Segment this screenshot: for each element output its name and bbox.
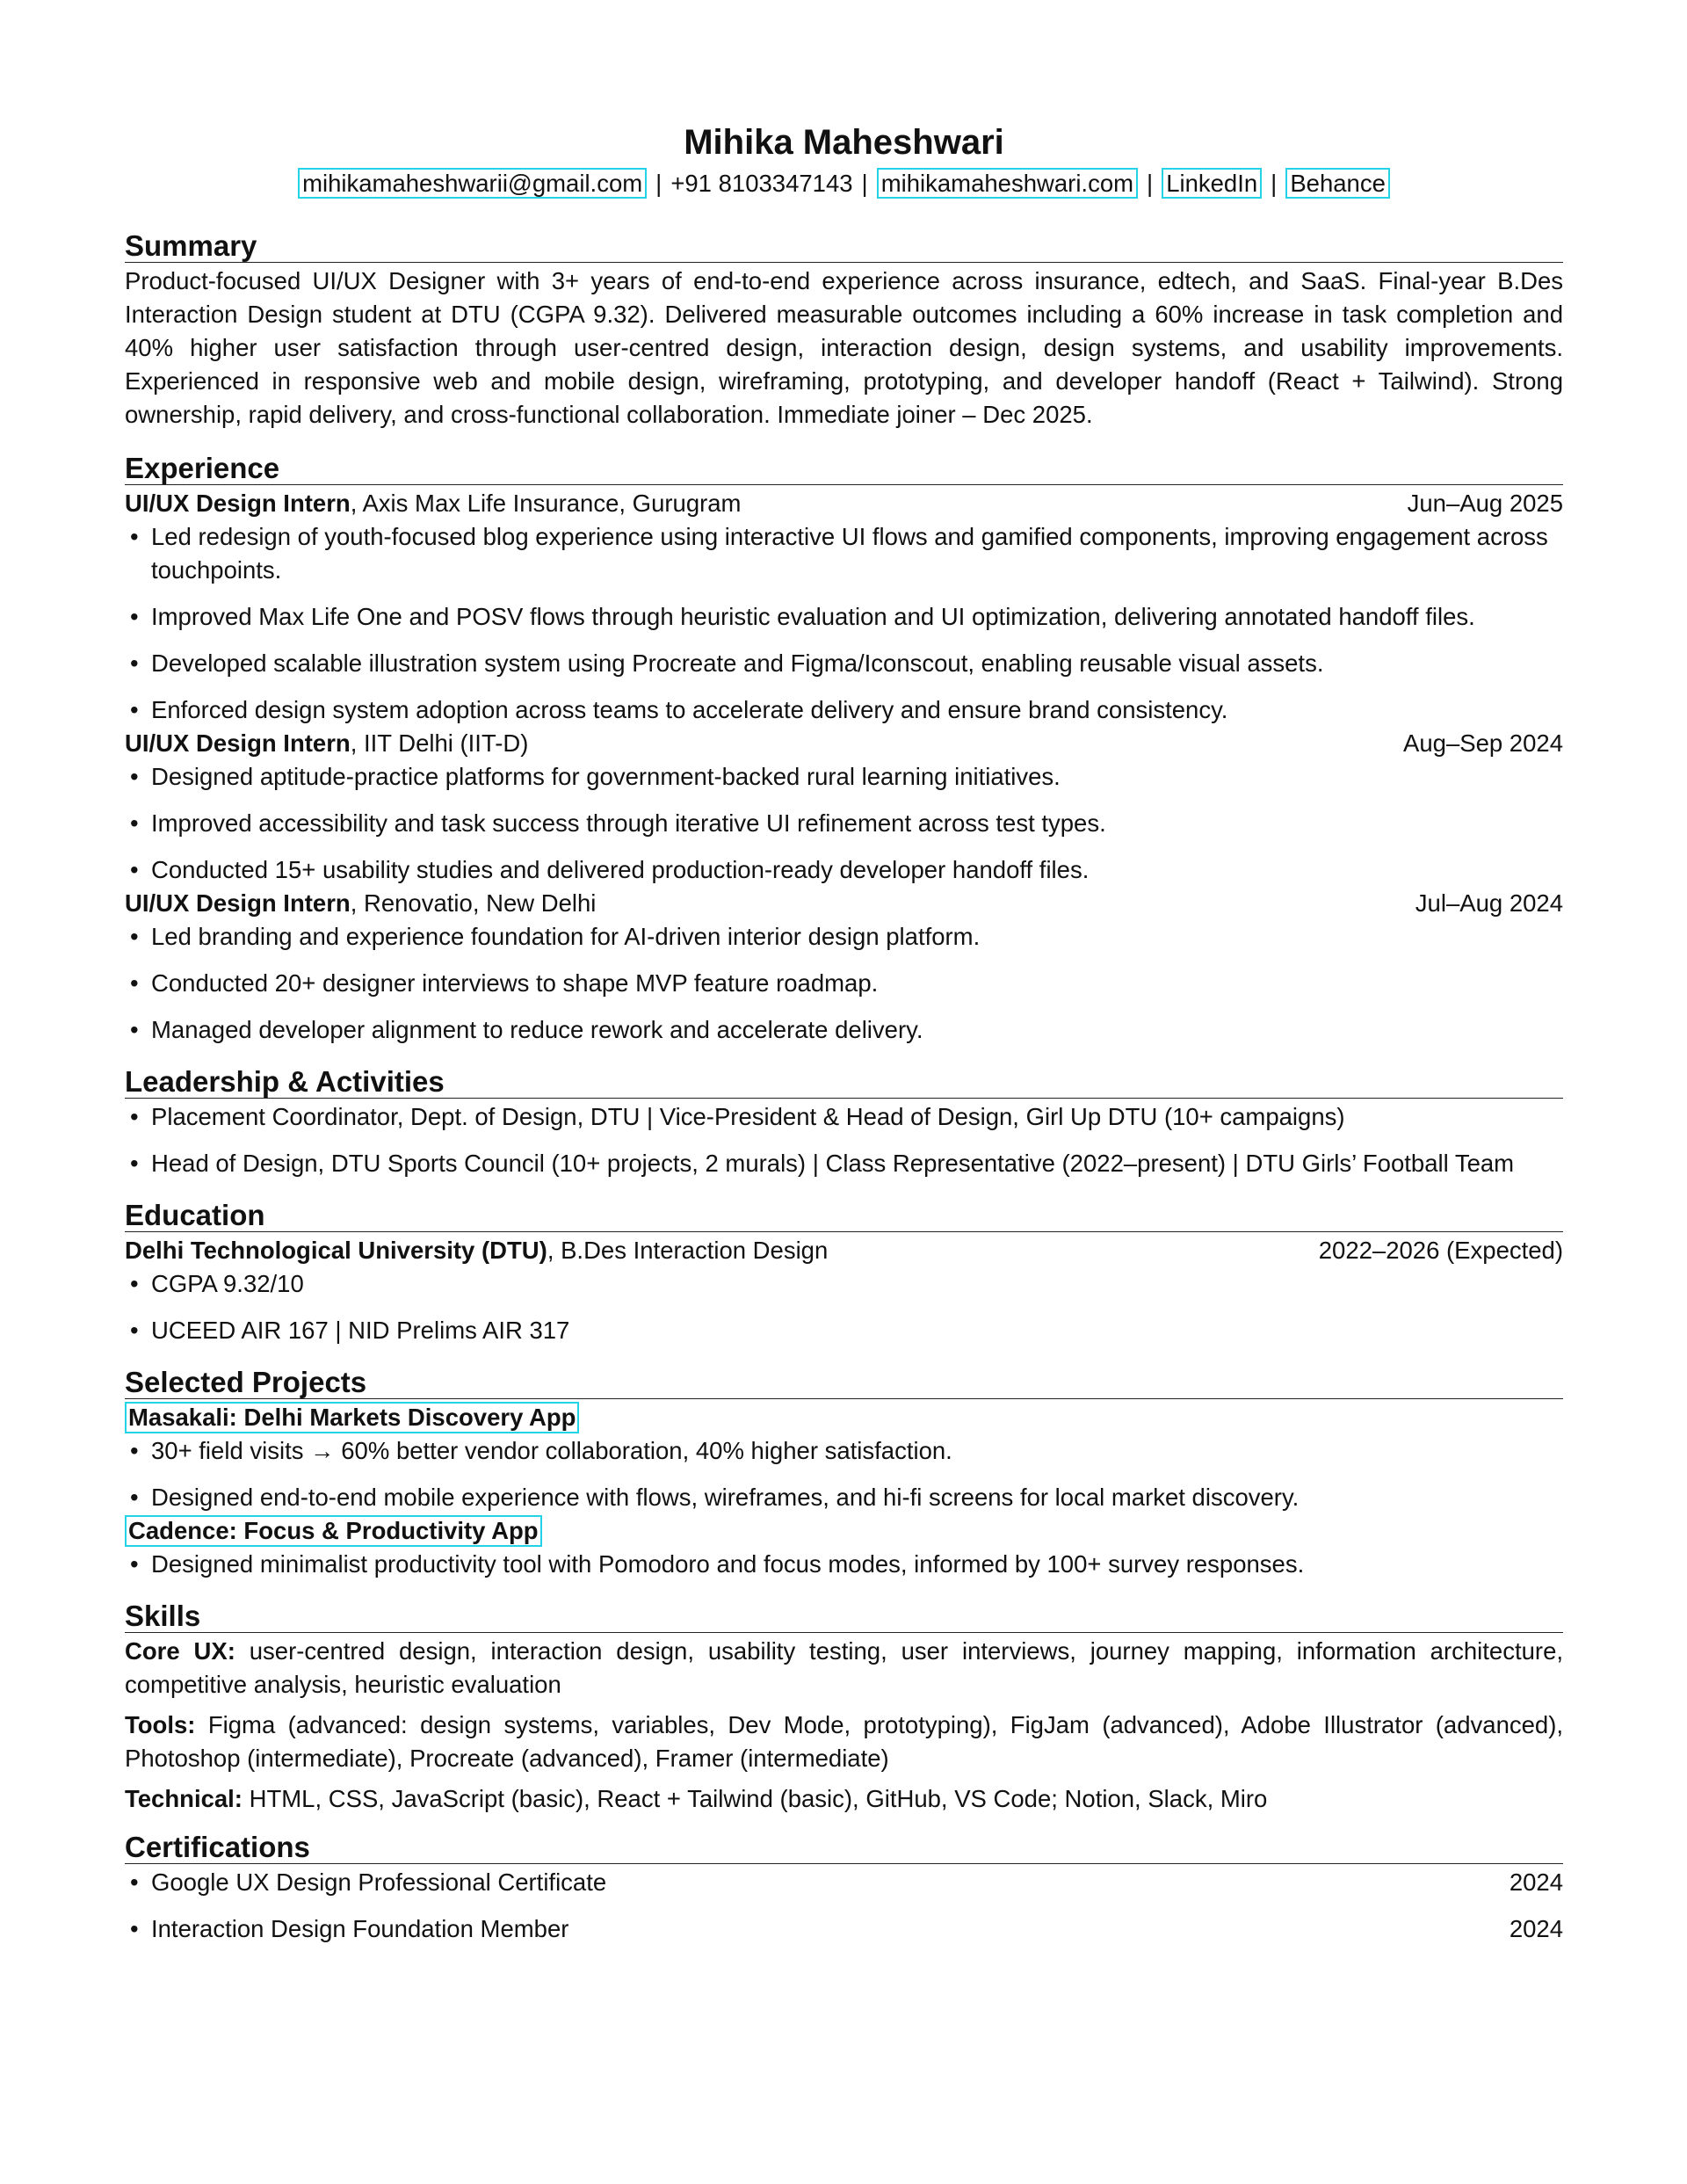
- bullet-glyph: •: [130, 1550, 139, 1578]
- list-item: [125, 1481, 1563, 1514]
- bullet-glyph: •: [130, 1016, 139, 1043]
- email-link[interactable]: mihikamaheshwarii@gmail.com: [298, 168, 647, 199]
- projects-section: [125, 1367, 1563, 1581]
- project-entry: [125, 1514, 1563, 1581]
- list-item: [125, 1147, 1563, 1180]
- job-role: UI/UX Design Intern: [125, 889, 351, 917]
- bullet-glyph: •: [130, 923, 139, 950]
- leadership-section: [125, 1066, 1563, 1180]
- job-bullets: [125, 920, 1563, 1047]
- bullet-glyph: •: [130, 603, 139, 630]
- projects-heading: Selected Projects: [125, 1367, 1563, 1399]
- skills-heading: Skills: [125, 1600, 1563, 1633]
- job-dates: Aug–Sep 2024: [1403, 729, 1563, 757]
- job-header: [125, 887, 1563, 920]
- list-item: [125, 1548, 1563, 1581]
- job-dates: Jul–Aug 2024: [1415, 889, 1563, 917]
- experience-section: [125, 453, 1563, 1047]
- skill-label: Technical:: [125, 1785, 243, 1812]
- bullet-glyph: •: [130, 1317, 139, 1344]
- education-section: [125, 1200, 1563, 1347]
- bullet-glyph: •: [130, 649, 139, 677]
- certifications-section: [125, 1832, 1563, 1946]
- certifications-heading: Certifications: [125, 1832, 1563, 1864]
- bullet-text: Led redesign of youth-focused blog experience using interactive UI flows and gamified components, improving engagement across touchpoints.: [151, 523, 1548, 584]
- certification-list: [125, 1866, 1563, 1946]
- project-link[interactable]: Cadence: Focus & Productivity App: [125, 1515, 542, 1547]
- list-item: [125, 1434, 1563, 1468]
- list-item: [125, 967, 1563, 1000]
- bullet-glyph: •: [130, 809, 139, 837]
- bullet-glyph: •: [130, 969, 139, 997]
- list-item: [125, 600, 1563, 634]
- bullet-glyph: •: [130, 523, 139, 550]
- certification-name: Interaction Design Foundation Member: [151, 1915, 569, 1942]
- list-item: [125, 853, 1563, 887]
- project-bullets: [125, 1548, 1563, 1581]
- bullet-glyph: •: [130, 1437, 139, 1464]
- skill-tools: [125, 1709, 1563, 1775]
- list-item: [125, 1912, 1563, 1946]
- summary-text: Product-focused UI/UX Designer with 3+ years of end-to-end experience across insurance, edtech, and SaaS. Final-year B.Des Interaction Design student at DTU (CGPA 9.32). Delivered measurable outcomes including a 60% increase in task completion and 40% higher user satisfaction through user-centred design, interaction design, design systems, and usability improvements. Experienced in responsive web and mobile design, wireframing, prototyping, and developer handoff (React + Tailwind). Strong ownership, rapid delivery, and cross-functional collaboration. Immediate joiner – Dec 2025.: [125, 267, 1563, 428]
- job-entry: [125, 487, 1563, 727]
- job-org: , Axis Max Life Insurance, Gurugram: [350, 490, 742, 517]
- job-entry: [125, 727, 1563, 887]
- bullet-glyph: •: [130, 763, 139, 790]
- bullet-glyph: •: [130, 1270, 139, 1297]
- bullet-text: Head of Design, DTU Sports Council (10+ projects, 2 murals) | Class Representative (2022–present) | DTU Girls’ Football Team: [151, 1150, 1515, 1177]
- bullet-text: 30+ field visits → 60% better vendor collaboration, 40% higher satisfaction.: [151, 1437, 952, 1464]
- summary-section: [125, 230, 1563, 432]
- skills-section: [125, 1600, 1563, 1816]
- bullet-text: Designed minimalist productivity tool with Pomodoro and focus modes, informed by 100+ survey responses.: [151, 1550, 1305, 1578]
- school-name: Delhi Technological University (DTU): [125, 1237, 547, 1264]
- bullet-text: Led branding and experience foundation for AI-driven interior design platform.: [151, 923, 981, 950]
- list-item: [125, 1314, 1563, 1347]
- job-header: [125, 727, 1563, 760]
- list-item: [125, 693, 1563, 727]
- bullet-text: Managed developer alignment to reduce rework and accelerate delivery.: [151, 1016, 923, 1043]
- degree: , B.Des Interaction Design: [547, 1237, 829, 1264]
- resume-name: Mihika Maheshwari: [684, 123, 1004, 162]
- education-header: [125, 1234, 1563, 1267]
- separator: |: [1147, 170, 1154, 197]
- bullet-text: Developed scalable illustration system using Procreate and Figma/Iconscout, enabling reusable visual assets.: [151, 649, 1324, 677]
- bullet-text: UCEED AIR 167 | NID Prelims AIR 317: [151, 1317, 570, 1344]
- contact-line: [125, 167, 1563, 200]
- list-item: [125, 1267, 1563, 1301]
- bullet-glyph: •: [130, 1868, 139, 1896]
- bullet-glyph: •: [130, 1150, 139, 1177]
- list-item: [125, 1866, 1563, 1899]
- bullet-glyph: •: [130, 1103, 139, 1130]
- list-item: [125, 647, 1563, 680]
- skill-core: [125, 1635, 1563, 1701]
- bullet-text: Designed aptitude-practice platforms for government-backed rural learning initiatives.: [151, 763, 1061, 790]
- list-item: [125, 920, 1563, 954]
- bullet-glyph: •: [130, 856, 139, 883]
- skill-technical: [125, 1782, 1563, 1816]
- project-link[interactable]: Masakali: Delhi Markets Discovery App: [125, 1402, 579, 1433]
- behance-link[interactable]: Behance: [1285, 168, 1390, 199]
- experience-heading: Experience: [125, 453, 1563, 485]
- skill-text: user-centred design, interaction design, usability testing, user interviews, journey mapping, information architecture, competitive analysis, heuristic evaluation: [125, 1637, 1563, 1698]
- separator: |: [1271, 170, 1278, 197]
- bullet-glyph: •: [130, 1484, 139, 1511]
- separator: |: [655, 170, 662, 197]
- project-entry: [125, 1401, 1563, 1514]
- bullet-text: Placement Coordinator, Dept. of Design, DTU | Vice-President & Head of Design, Girl Up DTU (10+ campaigns): [151, 1103, 1345, 1130]
- job-org: , Renovatio, New Delhi: [350, 889, 597, 917]
- job-bullets: [125, 520, 1563, 727]
- leadership-bullets: [125, 1100, 1563, 1180]
- list-item: [125, 1013, 1563, 1047]
- certification-year: 2024: [1509, 1868, 1563, 1896]
- list-item: [125, 1100, 1563, 1134]
- job-role: UI/UX Design Intern: [125, 729, 351, 757]
- job-dates: Jun–Aug 2025: [1407, 490, 1563, 517]
- bullet-text: CGPA 9.32/10: [151, 1270, 304, 1297]
- leadership-heading: Leadership & Activities: [125, 1066, 1563, 1099]
- website-link[interactable]: mihikamaheshwari.com: [877, 168, 1138, 199]
- job-role: UI/UX Design Intern: [125, 490, 351, 517]
- skill-label: Core UX:: [125, 1637, 235, 1665]
- education-dates: 2022–2026 (Expected): [1318, 1237, 1563, 1264]
- certification-year: 2024: [1509, 1915, 1563, 1942]
- education-bullets: [125, 1267, 1563, 1347]
- bullet-glyph: •: [130, 1915, 139, 1942]
- bullet-text: Enforced design system adoption across teams to accelerate delivery and ensure brand consistency.: [151, 696, 1228, 723]
- skill-label: Tools:: [125, 1711, 196, 1738]
- summary-heading: Summary: [125, 230, 1563, 263]
- bullet-text: Designed end-to-end mobile experience with flows, wireframes, and hi-fi screens for local market discovery.: [151, 1484, 1300, 1511]
- education-heading: Education: [125, 1200, 1563, 1232]
- list-item: [125, 520, 1563, 587]
- list-item: [125, 807, 1563, 840]
- job-header: [125, 487, 1563, 520]
- skill-text: HTML, CSS, JavaScript (basic), React + Tailwind (basic), GitHub, VS Code; Notion, Slack, Miro: [242, 1785, 1268, 1812]
- job-entry: [125, 887, 1563, 1047]
- bullet-text: Improved Max Life One and POSV flows through heuristic evaluation and UI optimization, delivering annotated handoff files.: [151, 603, 1475, 630]
- bullet-text: Conducted 15+ usability studies and delivered production-ready developer handoff files.: [151, 856, 1090, 883]
- separator: |: [861, 170, 868, 197]
- job-bullets: [125, 760, 1563, 887]
- list-item: [125, 760, 1563, 794]
- bullet-text: Improved accessibility and task success through iterative UI refinement across test types.: [151, 809, 1106, 837]
- linkedin-link[interactable]: LinkedIn: [1162, 168, 1262, 199]
- phone-number: +91 8103347143: [670, 170, 853, 197]
- bullet-glyph: •: [130, 696, 139, 723]
- bullet-text: Conducted 20+ designer interviews to shape MVP feature roadmap.: [151, 969, 879, 997]
- certification-name: Google UX Design Professional Certificate: [151, 1868, 607, 1896]
- project-bullets: [125, 1434, 1563, 1514]
- skill-text: Figma (advanced: design systems, variables, Dev Mode, prototyping), FigJam (advanced), Adobe Illustrator (advanced), Photoshop (intermediate), Procreate (advanced), Framer (intermediate): [125, 1711, 1563, 1772]
- job-org: , IIT Delhi (IIT-D): [350, 729, 529, 757]
